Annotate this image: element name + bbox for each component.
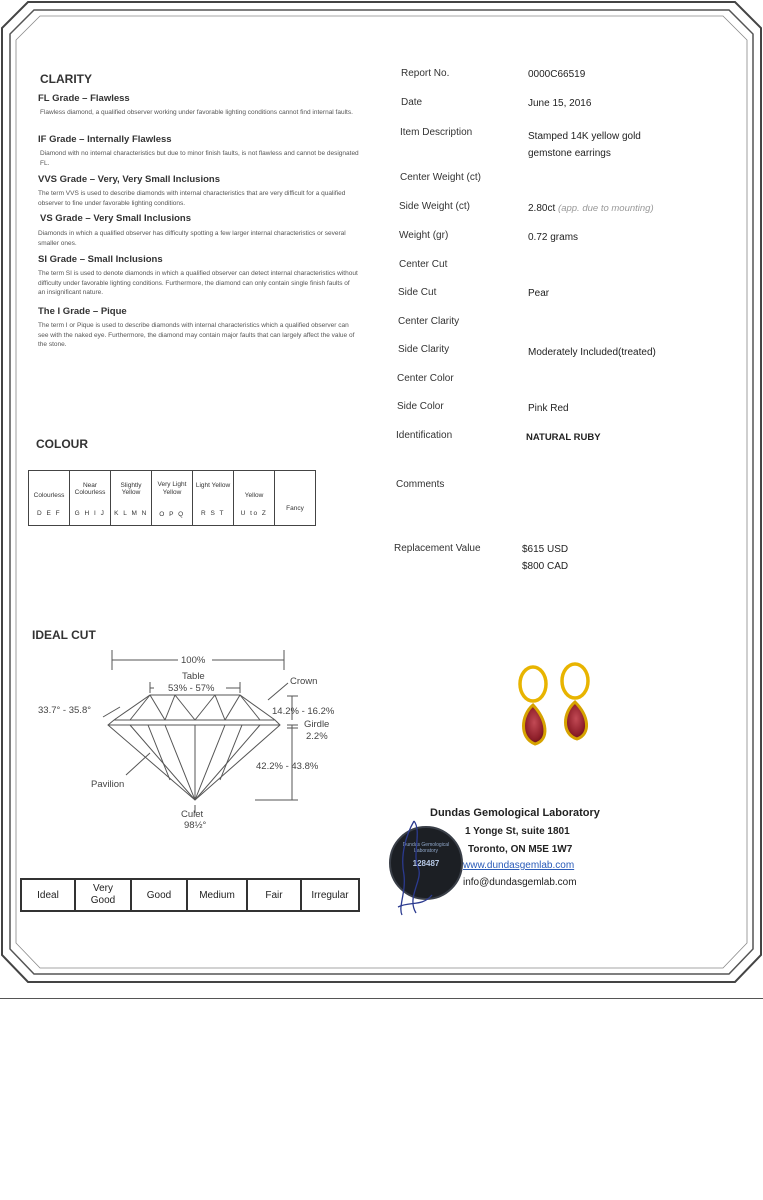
field-value-item-description: Stamped 14K yellow gold gemstone earrings xyxy=(528,131,641,159)
clarity-title: CLARITY xyxy=(40,72,92,86)
page-divider xyxy=(0,998,763,999)
cut-grade-cell: Fair xyxy=(247,879,301,911)
cut-grade-cell: Ideal xyxy=(21,879,75,911)
signature xyxy=(392,815,442,920)
field-label-comments: Comments xyxy=(396,479,445,490)
replacement-value-usd: $615 USD xyxy=(522,544,569,555)
field-value-weight: 0.72 grams xyxy=(528,232,579,243)
clarity-desc-si: The term SI is used to denote diamonds in which a qualified observer can detect internal characteristics without difficulty under favorable lighting conditions. Furthermore, the diamond can only contain single finish faults of an insignificant nature. xyxy=(38,270,358,296)
earrings-photo xyxy=(495,660,615,760)
field-label-center-clarity: Center Clarity xyxy=(398,316,460,327)
cut-grade-cell: Medium xyxy=(187,879,247,911)
colour-cell: Colourless D E F xyxy=(29,471,70,526)
field-label-side-color: Side Color xyxy=(397,401,444,412)
lab-name: Dundas Gemological Laboratory xyxy=(430,807,600,819)
field-value-report-no: 0000C66519 xyxy=(528,69,586,80)
clarity-grade-vs: VS Grade – Very Small Inclusions xyxy=(40,213,192,224)
cut-label-crown: Crown xyxy=(290,676,318,687)
field-label-item-description: Item Description xyxy=(400,127,473,138)
cut-label-table-range: 53% - 57% xyxy=(168,683,215,694)
cut-label-girdle-pct: 2.2% xyxy=(306,731,328,742)
cut-grade-cell: Irregular xyxy=(301,879,359,911)
lab-address-2: Toronto, ON M5E 1W7 xyxy=(468,844,573,855)
field-value-side-color: Pink Red xyxy=(528,403,569,414)
colour-cell: Light Yellow R S T xyxy=(193,471,234,526)
field-label-side-cut: Side Cut xyxy=(398,287,437,298)
clarity-grade-i: The I Grade – Pique xyxy=(38,306,127,317)
cut-grade-cell: Very Good xyxy=(75,879,131,911)
colour-cell: Slightly Yellow K L M N xyxy=(111,471,152,526)
field-label-identification: Identification xyxy=(396,430,453,441)
field-label-weight: Weight (gr) xyxy=(399,230,449,241)
field-label-date: Date xyxy=(401,97,423,108)
field-value-side-clarity: Moderately Included(treated) xyxy=(528,347,656,358)
clarity-desc-fl: Flawless diamond, a qualified observer working under favorable lighting conditions cannot find internal faults. xyxy=(40,109,353,116)
seal-text: Dundas Gemological Laboratory xyxy=(402,842,450,854)
replacement-value-cad: $800 CAD xyxy=(522,561,569,572)
colour-scale-table xyxy=(28,470,316,526)
colour-cell: Very Light Yellow O P Q xyxy=(152,471,193,526)
clarity-grade-if: IF Grade – Internally Flawless xyxy=(38,134,172,145)
colour-title: COLOUR xyxy=(36,437,88,451)
seal-number: 128487 xyxy=(412,859,440,868)
lab-website-link[interactable]: www.dundasgemlab.com xyxy=(463,860,575,871)
cut-label-angle: 33.7° - 35.8° xyxy=(38,705,92,716)
cut-label-girdle: Girdle xyxy=(304,719,330,730)
cut-label-crown-pct: 14.2% - 16.2% xyxy=(272,706,335,717)
clarity-grade-fl: FL Grade – Flawless xyxy=(38,93,130,104)
clarity-desc-i: The term I or Pique is used to describe diamonds with internal characteristics which a qualified observer can see with the naked eye. Furthermore, the diamond may contain major faults that can largely affect the value of the stone. xyxy=(38,322,355,348)
field-value-side-weight: 2.80ct (app. due to mounting) xyxy=(528,203,654,214)
cut-label-pavilion: Pavilion xyxy=(91,779,125,790)
field-value-identification: NATURAL RUBY xyxy=(526,432,601,443)
cut-label-culet-angle: 98½° xyxy=(184,820,207,831)
field-label-side-clarity: Side Clarity xyxy=(398,344,450,355)
field-value-side-cut: Pear xyxy=(528,288,550,299)
cut-label-pavilion-pct: 42.2% - 43.8% xyxy=(256,761,319,772)
field-value-date: June 15, 2016 xyxy=(528,98,592,109)
colour-cell: Near Colourless G H I J xyxy=(70,471,111,526)
ideal-cut-title: IDEAL CUT xyxy=(32,628,96,642)
field-label-center-cut: Center Cut xyxy=(399,259,448,270)
replacement-value-label: Replacement Value xyxy=(394,543,481,554)
clarity-desc-vs: Diamonds in which a qualified observer has difficulty spotting a few larger internal characteristics or several smaller ones. xyxy=(38,230,346,247)
field-label-center-weight: Center Weight (ct) xyxy=(400,172,481,183)
lab-address-1: 1 Yonge St, suite 1801 xyxy=(465,826,570,837)
clarity-grade-si: SI Grade – Small Inclusions xyxy=(38,254,163,265)
field-label-report-no: Report No. xyxy=(401,68,450,79)
field-label-center-color: Center Color xyxy=(397,373,454,384)
lab-email: info@dundasgemlab.com xyxy=(463,877,577,888)
cut-label-culet: Culet xyxy=(181,809,204,820)
colour-cell: Yellow U to Z xyxy=(234,471,275,526)
clarity-grade-vvs: VVS Grade – Very, Very Small Inclusions xyxy=(38,174,220,185)
cut-grade-cell: Good xyxy=(131,879,187,911)
field-label-side-weight: Side Weight (ct) xyxy=(399,201,470,212)
clarity-desc-if: Diamond with no internal characteristics but due to minor finish faults, is not flawless and cannot be designated FL. xyxy=(40,150,359,167)
cut-label-table: Table xyxy=(182,671,205,682)
colour-cell: Fancy xyxy=(275,471,316,526)
clarity-desc-vvs: The term VVS is used to describe diamonds with internal characteristics that are very difficult for a qualified observer to fine under favorable lighting conditions. xyxy=(38,190,346,207)
cut-grade-table xyxy=(20,878,360,912)
cut-label-100: 100% xyxy=(181,655,206,666)
field-note-side-weight: (app. due to mounting) xyxy=(558,203,654,214)
